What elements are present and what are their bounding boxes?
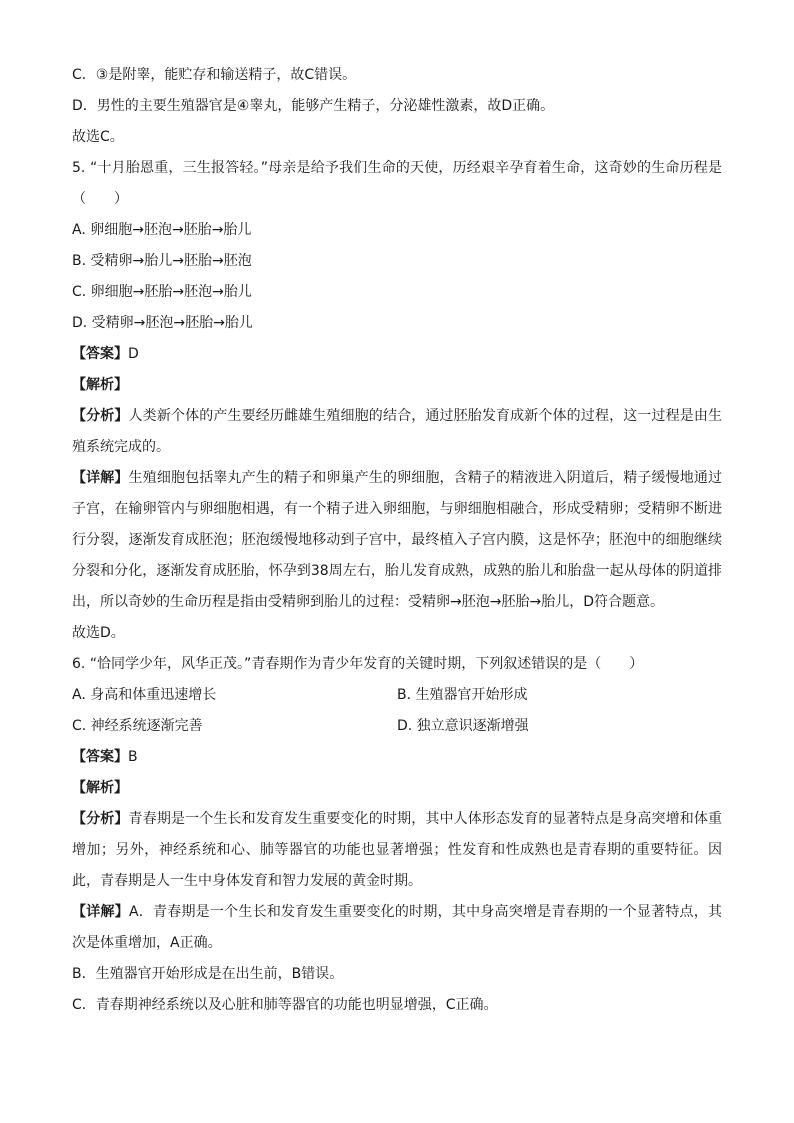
q5-choose: 故选D。 (72, 625, 125, 641)
q6-xiangjie-text: A．青春期是一个生长和发育发生重要变化的时期，其中身高突增是青春期的一个显著特点，其次是体重增加，A正确。 (72, 904, 723, 951)
q5-xiangjie-tag: 【详解】 (72, 470, 129, 486)
q6-option-a: A. 身高和体重迅速增长 (72, 687, 217, 703)
q6-xiangjie (72, 897, 722, 959)
q6-fenxi (72, 804, 722, 897)
q6-option-b: B. 生殖器官开始形成 (397, 687, 528, 703)
q5-xiangjie-text: 生殖细胞包括睾丸产生的精子和卵巢产生的卵细胞，含精子的精液进入阴道后，精子缓慢地通过子宫，在输卵管内与卵细胞相遇，有一个精子进入卵细胞，与卵细胞相融合，形成受精卵；受精卵不断进行分裂，逐渐发育成胚泡；胚泡缓慢地移动到子宫中，最终植入子宫内膜，这是怀孕；胚泡中的细胞继续分裂和分化，逐渐发育成胚胎，怀孕到38周左右，胎儿发育成熟，成熟的胎儿和胎盘一起从母体的阴道排出，所以奇妙的生命历程是指由受精卵到胎儿的过程：受精卵→胚泡→胚胎→胎儿，D符合题意。 (72, 470, 723, 610)
prev-option-d-explanation: D．男性的主要生殖器官是④睾丸，能够产生精子，分泌雄性激素，故D正确。 (72, 98, 555, 114)
q5-fenxi-text: 人类新个体的产生要经历雌雄生殖细胞的结合，通过胚胎发育成新个体的过程，这一过程是由生殖系统完成的。 (72, 408, 723, 455)
q6-option-b-explanation: B．生殖器官开始形成是在出生前，B错误。 (72, 966, 344, 982)
prev-choose: 故选C。 (72, 129, 124, 145)
q5-option-d: D. 受精卵→胚泡→胚胎→胎儿 (72, 315, 253, 331)
q6-options-row-2 (72, 711, 722, 742)
q5-analysis-tag: 【解析】 (72, 377, 128, 393)
q6-stem: 6. “恰同学少年，风华正茂。”青春期作为青少年发育的关键时期，下列叙述错误的是（ ） (72, 656, 644, 672)
q5-answer (72, 339, 722, 370)
q5-stem: 5. “十月胎恩重，三生报答轻。”母亲是给予我们生命的天使，历经艰辛孕育着生命，这奇妙的生命历程是（ ） (72, 160, 722, 207)
document-page (72, 60, 722, 1021)
q5-answer-value: D (128, 346, 139, 362)
q5-option-a: A. 卵细胞→胚泡→胚胎→胎儿 (72, 222, 252, 238)
q6-answer-value: B (128, 749, 138, 765)
q6-analysis-tag: 【解析】 (72, 780, 128, 796)
q5-answer-tag: 【答案】 (72, 346, 128, 362)
q6-option-d: D. 独立意识逐渐增强 (397, 718, 529, 734)
q5-option-b: B. 受精卵→胎儿→胚胎→胚泡 (72, 253, 252, 269)
q5-fenxi (72, 401, 722, 463)
q6-answer-tag: 【答案】 (72, 749, 128, 765)
q6-options-row-1 (72, 680, 722, 711)
q5-fenxi-tag: 【分析】 (72, 408, 129, 424)
q6-answer (72, 742, 722, 773)
q5-option-c: C. 卵细胞→胚胎→胚泡→胎儿 (72, 284, 252, 300)
q5-xiangjie (72, 463, 722, 618)
q6-option-c: C. 神经系统逐渐完善 (72, 718, 203, 734)
q6-option-c-explanation: C．青春期神经系统以及心脏和肺等器官的功能也明显增强，C正确。 (72, 997, 498, 1013)
q6-xiangjie-tag: 【详解】 (72, 904, 129, 920)
q6-fenxi-tag: 【分析】 (72, 811, 129, 827)
prev-option-c-explanation: C．③是附睾，能贮存和输送精子，故C错误。 (72, 67, 357, 83)
q6-fenxi-text: 青春期是一个生长和发育发生重要变化的时期，其中人体形态发育的显著特点是身高突增和体重增加；另外，神经系统和心、肺等器官的功能也显著增强；性发育和性成熟也是青春期的重要特征。因此，青春期是人一生中身体发育和智力发展的黄金时期。 (72, 811, 723, 889)
